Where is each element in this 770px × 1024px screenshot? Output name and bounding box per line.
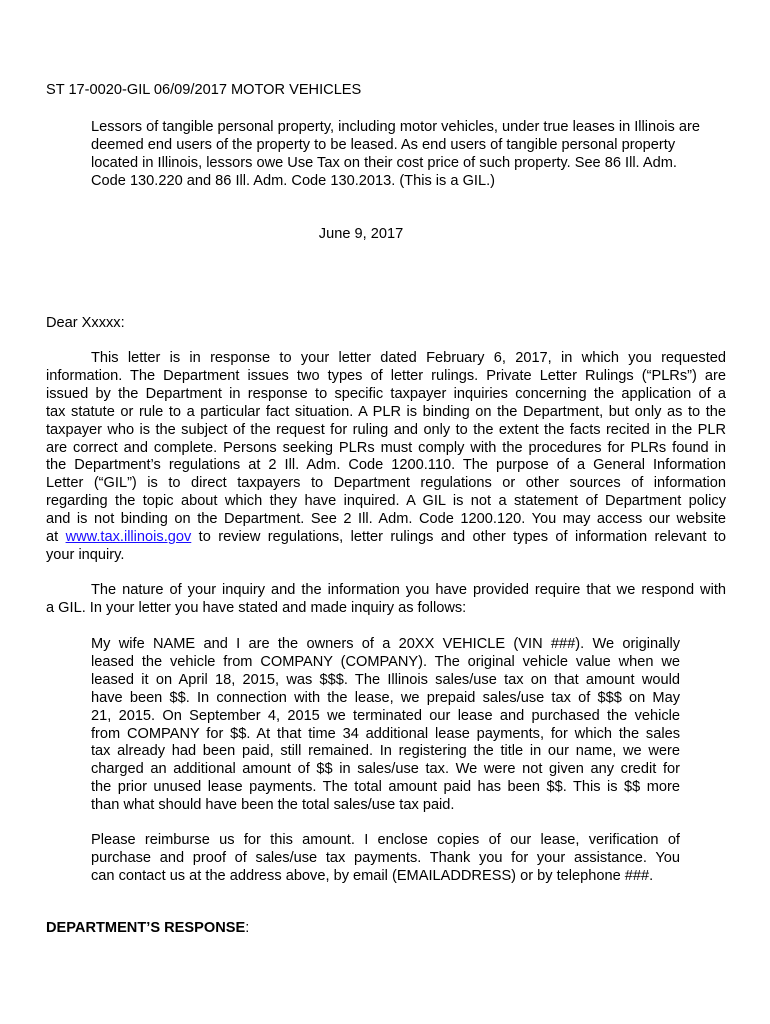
paragraph-line: information. The Department issues two types of letter rulings. Private Letter Rulings (“PLRs”) are <box>46 367 726 384</box>
paragraph-line: tax statute or rule to a particular fact situation. A PLR is binding on the Department, but only as to the <box>46 403 726 420</box>
paragraph-line: This letter is in response to your letter dated February 6, 2017, in which you requested <box>91 350 726 366</box>
link-prefix: at <box>46 529 66 546</box>
summary-line: Code 130.220 and 86 Ill. Adm. Code 130.2013. (This is a GIL.) <box>91 172 496 189</box>
summary-line: located in Illinois, lessors owe Use Tax on their cost price of such property. See 86 Ill. Adm. <box>91 154 677 171</box>
ruling-summary <box>91 119 731 191</box>
paragraph-line: are correct and complete. Persons seeking PLRs must comply with the procedures for PLRs found in <box>46 439 726 456</box>
department-response-colon: : <box>245 920 250 936</box>
quote-line: can contact us at the address above, by email (EMAILADDRESS) or by telephone ###. <box>91 867 654 884</box>
quoted-inquiry <box>91 636 680 815</box>
paragraph-line: The nature of your inquiry and the information you have provided require that we respond with <box>91 582 726 598</box>
quote-line: leased it on April 18, 2015, was $$$. The Illinois sales/use tax on that amount would <box>91 671 680 688</box>
quote-line: purchase and proof of sales/use tax payments. Thank you for your assistance. You <box>91 849 680 866</box>
paragraph-line: taxpayer who is the subject of the request for ruling and only to the extent the facts recited in the PLR <box>46 421 726 438</box>
quoted-request <box>91 832 680 886</box>
paragraph-intro <box>46 350 726 565</box>
paragraph-line-with-link <box>46 529 726 547</box>
quote-line: leased the vehicle from COMPANY (COMPANY). The original vehicle value when we <box>91 653 680 670</box>
quote-line: tax already had been paid, still remained. In registering the title in our name, we were <box>91 743 680 760</box>
quote-line: 21, 2015. On September 4, 2015 we terminated our lease and purchased the vehicle <box>91 707 680 724</box>
quote-line: Please reimburse us for this amount. I enclose copies of our lease, verification of <box>91 832 680 848</box>
summary-line: deemed end users of the property to be leased. As end users of tangible personal property <box>91 136 676 153</box>
department-response-heading <box>46 920 249 938</box>
letter-date: June 9, 2017 <box>318 226 404 242</box>
quote-line: My wife NAME and I are the owners of a 20XX VEHICLE (VIN ###). We originally <box>91 636 680 652</box>
paragraph-inquiry <box>46 582 726 618</box>
ruling-header: ST 17-0020-GIL 06/09/2017 MOTOR VEHICLES <box>46 82 362 98</box>
summary-line: Lessors of tangible personal property, including motor vehicles, under true leases in Illinois are <box>91 119 700 135</box>
paragraph-line: your inquiry. <box>46 546 125 563</box>
quote-line: from COMPANY for $$. At that time 34 additional lease payments, for which the sales <box>91 725 680 742</box>
website-link[interactable]: www.tax.illinois.gov <box>65 529 192 546</box>
quote-line: have been $$. In connection with the lease, we prepaid sales/use tax of $$$ on May <box>91 689 680 706</box>
paragraph-line: issued by the Department in response to specific taxpayer inquiries concerning the application of a <box>46 385 726 402</box>
department-response-label: DEPARTMENT’S RESPONSE <box>46 920 246 936</box>
quote-line: the prior unused lease payments. The total amount paid has been $$. This is $$ more <box>91 779 680 796</box>
quote-line: charged an additional amount of $$ in sales/use tax. We were not given any credit for <box>91 761 680 778</box>
paragraph-line: the Department’s regulations at 2 Ill. Adm. Code 1200.110. The purpose of a General Information <box>46 457 726 474</box>
paragraph-line: and is not binding on the Department. See 2 Ill. Adm. Code 1200.120. You may access our website <box>46 511 726 528</box>
quote-line: than what should have been the total sales/use tax paid. <box>91 797 455 814</box>
paragraph-line: Letter (“GIL”) is to direct taxpayers to Department regulations or other sources of information <box>46 475 726 492</box>
salutation: Dear Xxxxx: <box>46 315 125 331</box>
paragraph-line: a GIL. In your letter you have stated and made inquiry as follows: <box>46 599 467 616</box>
link-suffix: to review regulations, letter rulings and other types of information relevant to <box>191 529 727 546</box>
paragraph-line: regarding the topic about which they have inquired. A GIL is not a statement of Department policy <box>46 493 726 510</box>
